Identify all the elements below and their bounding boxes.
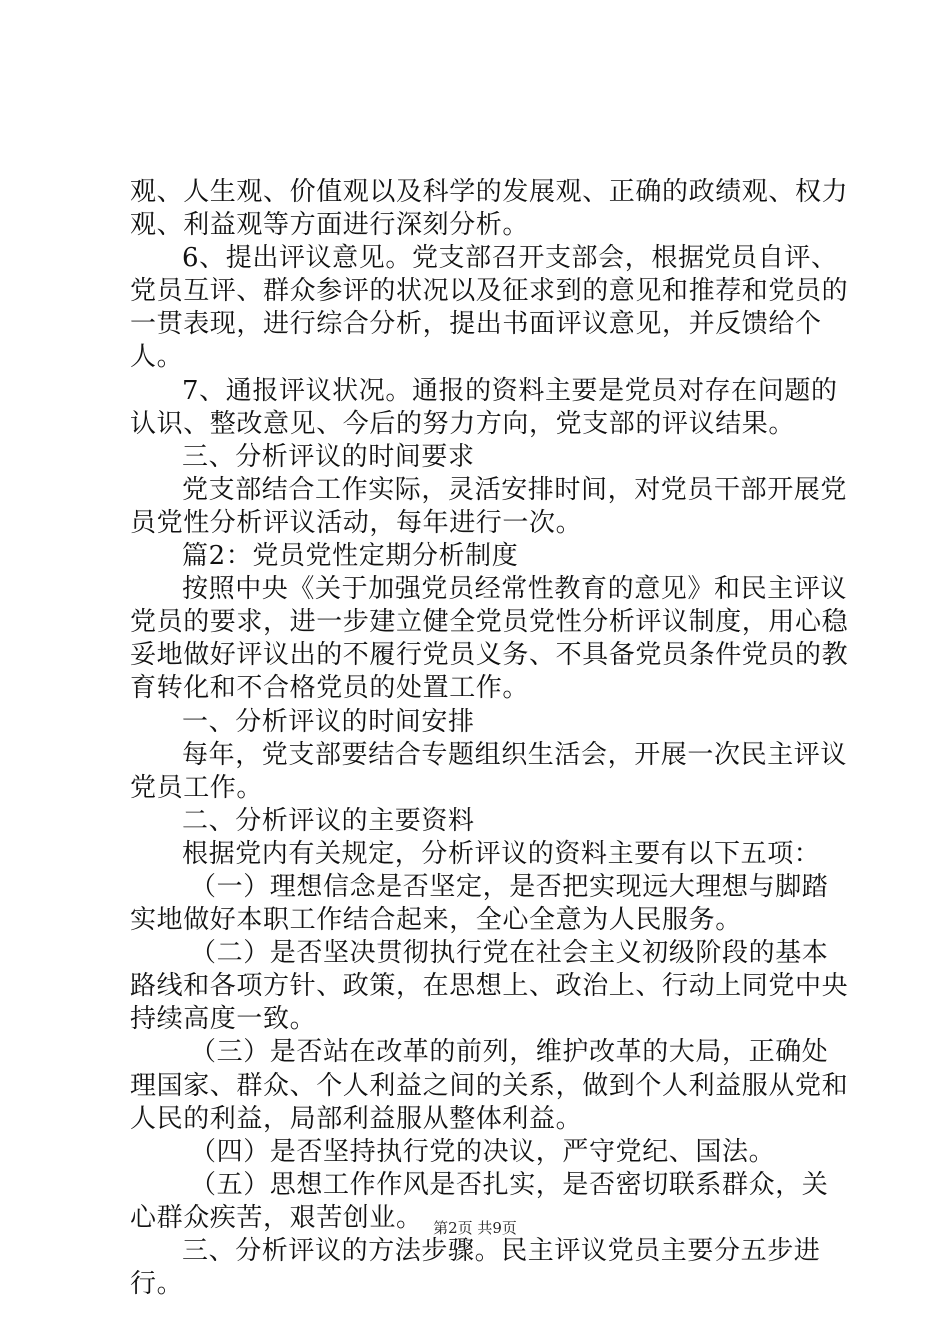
article-title: 篇2：党员党性定期分析制度 — [182, 541, 519, 572]
list-item-2: （二）是否坚决贯彻执行党在社会主义初级阶段的基本路线和各项方针、政策，在思想上、政治上、行动上同党中央持续高度一致。 — [130, 938, 849, 1035]
section-heading-time-requirement: 三、分析评议的时间要求 — [182, 441, 475, 472]
paragraph-step-6: 6、提出评议意见。党支部召开支部会，根据党员自评、党员互评、群众参评的状况以及征求到的意见和推荐和党员的一贯表现，进行综合分析，提出书面评议意见，并反馈给个人。 — [130, 243, 849, 373]
paragraph-continuation: 观、人生观、价值观以及科学的发展观、正确的政绩观、权力观、利益观等方面进行深刻分析。 — [130, 177, 849, 241]
section-heading-method: 三、分析评议的方法步骤。民主评议党员主要分五步进行。 — [130, 1236, 821, 1300]
paragraph-step-7: 7、通报评议状况。通报的资料主要是党员对存在问题的认识、整改意见、今后的努力方向，党支部的评议结果。 — [130, 375, 838, 439]
list-item-1: （一）理想信念是否坚定，是否把实现远大理想与脚踏实地做好本职工作结合起来，全心全意为人民服务。 — [130, 871, 829, 936]
section-heading-main-content: 二、分析评议的主要资料 — [182, 805, 475, 836]
list-item-4: （四）是否坚持执行党的决议，严守党纪、国法。 — [190, 1136, 776, 1167]
paragraph-schedule: 每年，党支部要结合专题组织生活会，开展一次民主评议党员工作。 — [130, 739, 848, 803]
list-item-5: （五）思想工作作风是否扎实，是否密切联系群众，关心群众疾苦，艰苦创业。 — [130, 1169, 829, 1233]
paragraph-time-requirement: 党支部结合工作实际，灵活安排时间，对党员干部开展党员党性分析评议活动，每年进行一次。 — [130, 474, 848, 538]
list-item-3: （三）是否站在改革的前列，维护改革的大局，正确处理国家、群众、个人利益之间的关系，做到个人利益服从党和人民的利益，局部利益服从整体利益。 — [130, 1037, 849, 1134]
paragraph-intro: 按照中央《关于加强党员经常性教育的意见》和民主评议党员的要求，进一步建立健全党员党性分析评议制度，用心稳妥地做好评议出的不履行党员义务、不具备党员条件党员的教育转化和不合格党员的处置工作。 — [130, 574, 849, 704]
section-heading-schedule: 一、分析评议的时间安排 — [182, 706, 475, 737]
paragraph-main-content-intro: 根据党内有关规定，分析评议的资料主要有以下五项： — [182, 838, 821, 869]
document-body — [130, 176, 850, 1301]
page-number-footer: 第2页 共9页 — [433, 1219, 517, 1237]
